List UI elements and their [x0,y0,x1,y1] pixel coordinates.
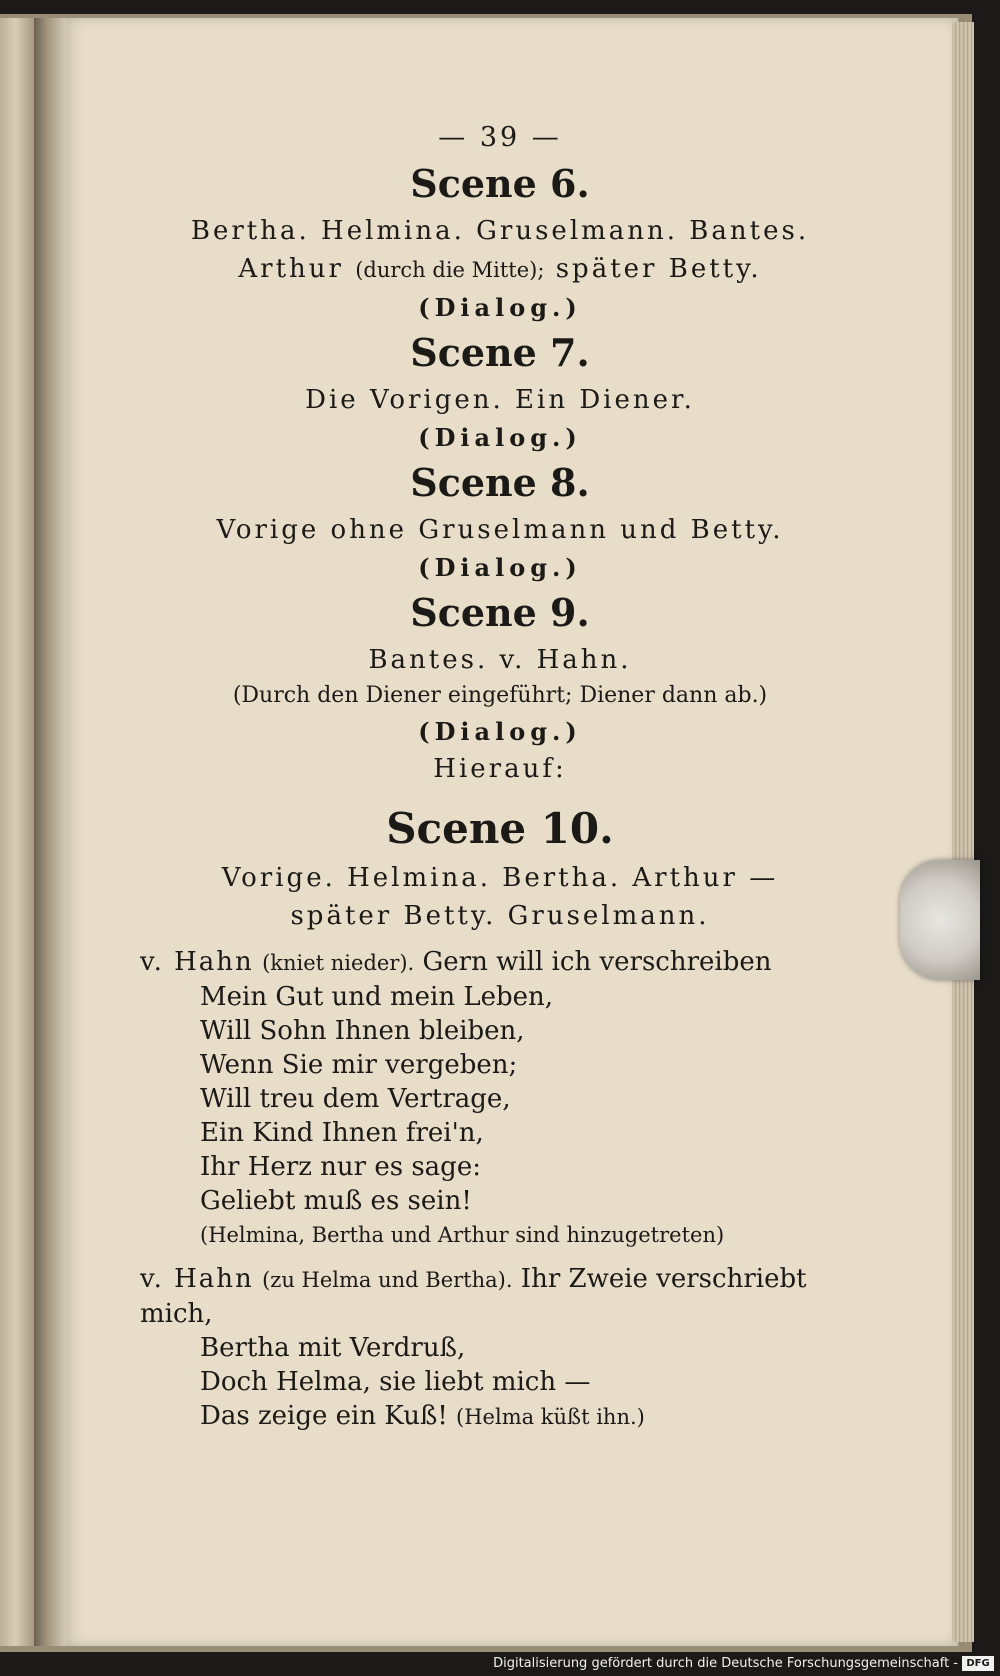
character-name: Arthur [238,254,344,284]
verse-line-last [140,1399,860,1434]
scene-6-characters: Bertha. Helmina. Gruselmann. Bantes. [190,216,810,246]
scene-6-heading: Scene 6. [410,161,590,206]
speaker-name: v. Hahn [140,947,254,977]
stage-direction: (Helma küßt ihn.) [456,1405,645,1429]
verse-line: Doch Helma, sie liebt mich — [200,1367,591,1397]
scene-9-dialog-marker: (Dialog.) [418,717,582,746]
page-clip-object [900,860,980,980]
scene-7-dialog-marker: (Dialog.) [418,423,582,452]
stage-direction: (kniet nieder). [262,951,415,975]
scene-6-characters-line2 [140,250,860,289]
book-gutter [34,18,68,1646]
scene-10-characters: Vorige. Helmina. Bertha. Arthur — [221,863,779,893]
scene-9-after: Hierauf: [433,754,567,784]
speech-2-first-line [140,1262,860,1331]
verse-line: Will treu dem Vertrage, [200,1084,511,1114]
stage-direction: (Helmina, Bertha und Arthur sind hinzugetreten) [200,1223,725,1247]
scene-8-characters: Vorige ohne Gruselmann und Betty. [216,515,784,545]
scene-10-heading: Scene 10. [386,804,614,853]
dfg-logo: DFG [962,1656,994,1671]
verse-line: Bertha mit Verdruß, [200,1333,466,1363]
speaker-name: v. Hahn [140,1264,254,1294]
verse-line: Mein Gut und mein Leben, [200,982,554,1012]
left-page-edge [0,18,34,1646]
scene-8-dialog-marker: (Dialog.) [418,553,582,582]
verse-line: Gern will ich verschreiben [422,947,772,977]
verse-text: Das zeige ein Kuß! [200,1401,448,1431]
verse-line: Wenn Sie mir vergeben; [200,1050,518,1080]
verse-line: Geliebt muß es sein! [200,1186,472,1216]
scene-9-heading: Scene 9. [410,590,590,635]
page-content [140,110,860,1434]
entrance-note: (durch die Mitte); [355,258,545,282]
scene-6-dialog-marker: (Dialog.) [418,293,582,322]
stage-direction: (zu Helma und Bertha). [262,1268,513,1292]
digitization-footer [0,1652,1000,1676]
speech-1 [140,945,860,1252]
scene-9-characters: Bantes. v. Hahn. [368,645,632,675]
page-stack-edges [952,22,974,1642]
verse-line: Ein Kind Ihnen frei'n, [200,1118,484,1148]
scene-9-note: (Durch den Diener eingeführt; Diener dann ab.) [232,683,768,708]
funding-notice: Digitalisierung gefördert durch die Deutsche Forschungsgemeinschaft - [493,1656,958,1671]
verse-line: Will Sohn Ihnen bleiben, [200,1016,525,1046]
later-entrance: später Betty. [555,254,762,284]
scene-7-characters: Die Vorigen. Ein Diener. [305,385,695,415]
scene-10-characters-line2: später Betty. Gruselmann. [290,901,710,931]
scene-7-heading: Scene 7. [410,330,590,375]
speech-1-first-line [140,945,860,980]
speech-2 [140,1262,860,1434]
verse-line: Ihr Zweie verschriebt mich, [140,1264,807,1329]
scene-8-heading: Scene 8. [410,460,590,505]
page-number: — 39 — [438,122,562,153]
verse-line: Ihr Herz nur es sage: [200,1152,481,1182]
